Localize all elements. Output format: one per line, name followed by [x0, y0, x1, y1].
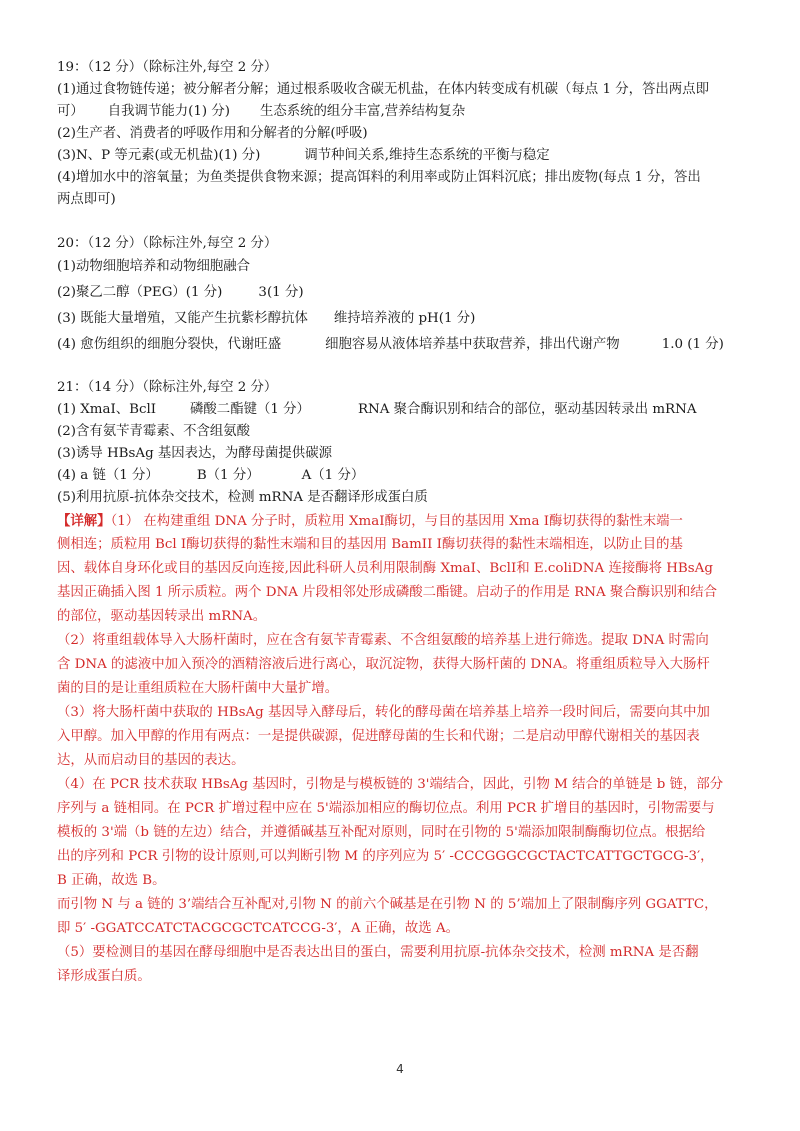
explanation-line: 即 5′ -GGATCCATCTACGCGCTCATCCG-3′，A 正确，故选 A。 [57, 921, 460, 936]
q19-answer-line: 两点即可) [57, 192, 116, 207]
q20-answer-line: (1)动物细胞培养和动物细胞融合 [57, 259, 251, 274]
q21-answer-text: (1) XmaⅠ、BclⅠ [57, 402, 157, 417]
q20-answer-line [57, 283, 763, 303]
explanation-line: 因、载体自身环化或目的基因反向连接,因此科研人员利用限制酶 XmaⅠ、BclⅠ和 E.coliDNA 连接酶将 HBsAg [57, 561, 713, 576]
explanation-line: 的部位，驱动基因转录出 mRNA。 [57, 609, 267, 624]
explanation-line: 菌的目的是让重组质粒在大肠杆菌中大量扩增。 [57, 681, 339, 696]
q21-answer-text: RNA 聚合酶识别和结合的部位，驱动基因转录出 mRNA [357, 402, 697, 417]
q21-answer-line [57, 466, 763, 486]
q20-answer-text: 1.0 (1 分) [661, 337, 724, 352]
q20-answer-text: (2)聚乙二醇（PEG）(1 分) [57, 285, 223, 300]
q19-header: 19：（12 分）（除标注外,每空 2 分） [57, 60, 278, 75]
explanation-line: B 正确，故选 B。 [57, 873, 166, 888]
q21-answer-text: 磷酸二酯键（1 分） [190, 402, 310, 417]
q19-answer-text: 调节种间关系,维持生态系统的平衡与稳定 [304, 148, 550, 163]
explanation-line: 达，从而启动目的基因的表达。 [57, 753, 245, 768]
explanation-line: 含 DNA 的滤液中加入预冷的酒精溶液后进行离心，取沉淀物，获得大肠杆菌的 DNA。将重组质粒导入大肠杆 [57, 657, 710, 672]
explanation-line: 侧相连；质粒用 Bcl Ⅰ酶切获得的黏性末端和目的基因用 BamII Ⅰ酶切获得的黏性末端相连，以防止目的基 [57, 537, 683, 552]
q21-answer-text: A（1 分） [301, 468, 365, 483]
q21-answer-text: (4) a 链（1 分） [57, 468, 159, 483]
explanation-line: 模板的 3'端（b 链的左边）结合，并遵循碱基互补配对原则，同时在引物的 5'端添加限制酶酶切位点。根据给 [57, 825, 706, 840]
q21-header: 21：（14 分）（除标注外,每空 2 分） [57, 380, 278, 395]
q19-answer-text: 自我调节能力(1) 分) [107, 104, 230, 119]
explanation-line: （3）将大肠杆菌中获取的 HBsAg 基因导入酵母后，转化的酵母菌在培养基上培养一段时间后，需要向其中加 [57, 705, 710, 720]
explanation-line: 而引物 N 与 a 链的 3’端结合互补配对,引物 N 的前六个碱基是在引物 N 的 5’端加上了限制酶序列 GGATTC， [57, 897, 718, 912]
q20-answer-text: 维持培养液的 pH(1 分) [333, 311, 476, 326]
q19-answer-text: (3)N、P 等元素(或无机盐)(1) 分) [57, 148, 261, 163]
q19-answer-line: (4)增加水中的溶氧量；为鱼类提供食物来源；提高饵料的利用率或防止饵料沉底；排出废物(每点 1 分，答出 [57, 170, 701, 185]
q19-answer-line: (1)通过食物链传递；被分解者分解；通过根系吸收含碳无机盐，在体内转变成有机碳（每点 1 分，答出两点即 [57, 82, 709, 97]
q20-answer-text: (3) 既能大量增殖，又能产生抗紫杉醇抗体 [57, 311, 308, 326]
explanation-line: 译形成蛋白质。 [57, 969, 151, 984]
page-number: 4 [396, 1062, 404, 1076]
q21-answer-line: (3)诱导 HBsAg 基因表达，为酵母菌提供碳源 [57, 446, 332, 461]
q21-answer-line [57, 400, 763, 420]
explanation-line: 序列与 a 链相同。在 PCR 扩增过程中应在 5'端添加相应的酶切位点。利用 PCR 扩增目的基因时，引物需要与 [57, 801, 715, 816]
q20-answer-text: 3(1 分) [258, 285, 304, 300]
q19-answer-line [57, 146, 763, 166]
q20-answer-line [57, 309, 763, 329]
q20-header: 20：（12 分）（除标注外,每空 2 分） [57, 236, 278, 251]
q21-answer-line: (5)利用抗原-抗体杂交技术，检测 mRNA 是否翻译形成蛋白质 [57, 490, 428, 505]
explanation-line: （2）将重组载体导入大肠杆菌时，应在含有氨苄青霉素、不含组氨酸的培养基上进行筛选。提取 DNA 时需向 [57, 633, 709, 648]
q21-answer-text: B（1 分） [196, 468, 260, 483]
q20-answer-text: (4) 愈伤组织的细胞分裂快，代谢旺盛 [57, 337, 282, 352]
explanation-line: （4）在 PCR 技术获取 HBsAg 基因时，引物是与模板链的 3'端结合，因此，引物 M 结合的单链是 b 链，部分 [57, 777, 724, 792]
q21-answer-line: (2)含有氨苄青霉素、不含组氨酸 [57, 424, 251, 439]
q20-answer-text: 细胞容易从液体培养基中获取营养，排出代谢产物 [325, 337, 620, 352]
explanation-line [57, 511, 763, 532]
explanation-text: （1） 在构建重组 DNA 分子时，质粒用 XmaⅠ酶切，与目的基因用 Xma Ⅰ酶切获得的黏性末端一 [110, 514, 683, 529]
explanation-line: （5）要检测目的基因在酵母细胞中是否表达出目的蛋白，需要利用抗原-抗体杂交技术，检测 mRNA 是否翻 [57, 945, 699, 960]
explanation-line: 入甲醇。加入甲醇的作用有两点：一是提供碳源，促进酵母菌的生长和代谢；二是启动甲醇代谢相关的基因表 [57, 729, 700, 744]
q19-answer-text: 生态系统的组分丰富,营养结构复杂 [259, 104, 466, 119]
explanation-tag: 【详解】 [57, 513, 111, 529]
explanation-line: 基因正确插入图 1 所示质粒。两个 DNA 片段相邻处形成磷酸二酯键。启动子的作用是 RNA 聚合酶识别和结合 [57, 585, 718, 600]
q20-answer-line [57, 335, 763, 355]
explanation-line: 出的序列和 PCR 引物的设计原则,可以判断引物 M 的序列应为 5′ -CCCGGGCGCTACTCATTGCTGCG-3′， [57, 849, 714, 864]
q19-answer-line: (2)生产者、消费者的呼吸作用和分解者的分解(呼吸) [57, 126, 368, 141]
q19-answer-line [57, 102, 763, 122]
q19-answer-text: 可） [57, 104, 84, 119]
